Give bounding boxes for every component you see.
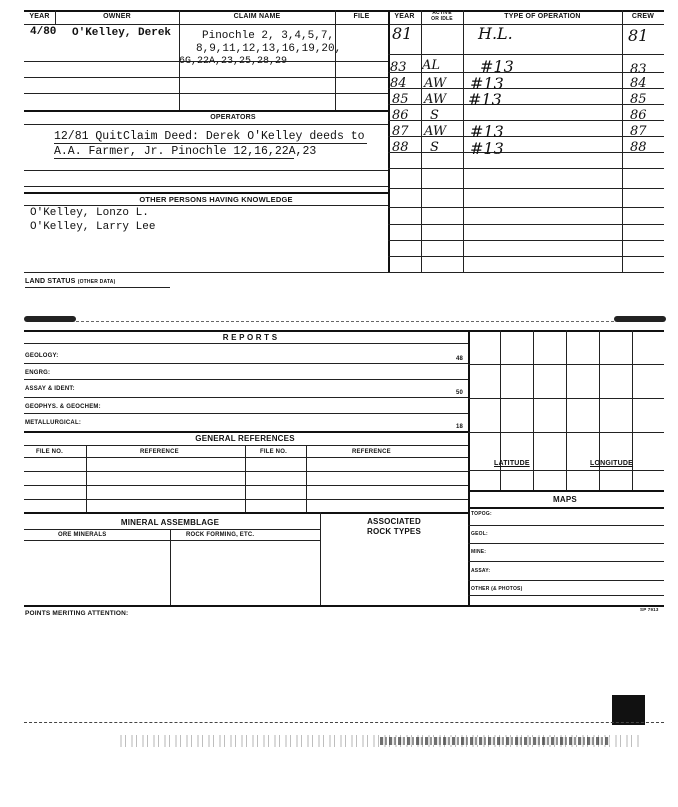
report-geology-num: 48 — [456, 356, 464, 362]
activity-year-86: 86 — [392, 108, 409, 123]
general-references-title: GENERAL REFERENCES — [195, 434, 295, 443]
activity-status-87: AW — [424, 124, 447, 139]
activity-status-85: AW — [424, 92, 447, 107]
col-idle-label: OR IDLE — [431, 16, 453, 22]
col-owner: OWNER — [103, 13, 131, 20]
associated-rock-types-1: ASSOCIATED — [367, 517, 421, 526]
report-geology: GEOLOGY: — [25, 353, 59, 359]
owner-year: 4/80 — [30, 26, 57, 38]
activity-op-88: #13 — [470, 139, 504, 158]
other-person-1: O'Kelley, Lonzo L. — [30, 207, 149, 219]
other-person-2: O'Kelley, Larry Lee — [30, 221, 156, 233]
activity-year-83: 83 — [390, 60, 407, 75]
report-assay: ASSAY & IDENT: — [25, 386, 75, 392]
land-status-subtext: (OTHER DATA) — [77, 279, 116, 285]
maps-topog: TOPOG: — [471, 511, 492, 517]
col-file: FILE — [353, 13, 370, 20]
activity-op-83: #13 — [480, 57, 514, 76]
rock-forming-label: ROCK FORMING, ETC. — [186, 532, 255, 538]
activity-crew-81: 81 — [628, 26, 649, 45]
claim-line-1: Pinochle 2, 3,4,5,7, — [202, 30, 335, 42]
activity-crew-84: 84 — [630, 76, 647, 91]
col-claim-name: CLAIM NAME — [233, 13, 281, 20]
ref-reference-2: REFERENCE — [352, 449, 391, 455]
col-year: YEAR — [29, 13, 50, 20]
scan-artifact-left — [24, 316, 76, 322]
land-status-label — [25, 278, 115, 285]
activity-status-86: S — [430, 108, 439, 123]
activity-op-84: #13 — [470, 74, 504, 93]
report-engrg: ENGRG: — [25, 370, 51, 376]
ref-file-no-1: FILE NO. — [36, 449, 63, 455]
points-meriting-attention: POINTS MERITING ATTENTION: — [25, 610, 129, 617]
activity-crew-83: 83 — [630, 62, 647, 77]
reports-title: R E P O R T S — [222, 333, 278, 342]
maps-assay: ASSAY: — [471, 568, 491, 574]
activity-crew-86: 86 — [630, 108, 647, 123]
activity-op-85: #13 — [468, 90, 502, 109]
col-active-or-idle — [421, 10, 463, 22]
activity-op-81: H.L. — [478, 24, 513, 43]
col-active-label: ACTIVE — [432, 10, 452, 16]
col-year-2: YEAR — [394, 13, 415, 20]
maps-mine: MINE: — [471, 549, 487, 555]
activity-status-84: AW — [424, 76, 447, 91]
activity-crew-85: 85 — [630, 92, 647, 107]
col-crew: CREW — [631, 13, 655, 20]
ref-reference-1: REFERENCE — [140, 449, 179, 455]
maps-title: MAPS — [553, 495, 577, 504]
claim-line-3: 6G,22A,23,25,28,29 — [179, 56, 288, 67]
claim-line-2: 8,9,11,12,13,16,19,20, — [196, 43, 342, 55]
mineral-assemblage-title: MINERAL ASSEMBLAGE — [120, 518, 220, 527]
activity-status-83: AL — [422, 58, 441, 73]
activity-year-84: 84 — [390, 76, 407, 91]
form-number: SP 7913 — [640, 607, 659, 612]
scan-artifact-right — [614, 316, 666, 322]
activity-op-87: #13 — [470, 122, 504, 141]
scan-noise-band-dark — [380, 737, 610, 745]
associated-rock-types-2: ROCK TYPES — [366, 527, 421, 536]
activity-year-88: 88 — [392, 140, 409, 155]
report-metallurgical-num: 18 — [456, 424, 464, 430]
operators-line-2: A.A. Farmer, Jr. Pinochle 12,16,22A,23 — [54, 145, 317, 158]
report-geophys: GEOPHYS. & GEOCHEM: — [25, 404, 101, 410]
activity-year-87: 87 — [392, 124, 409, 139]
longitude-label: LONGITUDE — [590, 460, 634, 467]
activity-crew-88: 88 — [630, 140, 647, 155]
scan-smudge-block — [612, 695, 645, 725]
land-status-text: LAND STATUS — [25, 278, 76, 285]
activity-crew-87: 87 — [630, 124, 647, 139]
report-metallurgical: METALLURGICAL: — [25, 420, 82, 426]
other-persons-title: OTHER PERSONS HAVING KNOWLEDGE — [139, 195, 293, 204]
operators-line-1: 12/81 QuitClaim Deed: Derek O'Kelley deeds to — [54, 130, 365, 143]
maps-other: OTHER (& PHOTOS) — [471, 586, 523, 592]
ref-file-no-2: FILE NO. — [260, 449, 287, 455]
activity-year-81: 81 — [392, 24, 413, 43]
col-type-of-operation: TYPE OF OPERATION — [504, 13, 581, 20]
owner-name: O'Kelley, Derek — [72, 27, 172, 39]
ore-minerals-label: ORE MINERALS — [58, 532, 107, 538]
operators-title: OPERATORS — [210, 114, 256, 121]
report-assay-num: 50 — [456, 390, 464, 396]
activity-year-85: 85 — [392, 92, 409, 107]
activity-status-88: S — [430, 140, 439, 155]
latitude-label: LATITUDE — [494, 460, 530, 467]
maps-geol: GEOL: — [471, 531, 488, 537]
